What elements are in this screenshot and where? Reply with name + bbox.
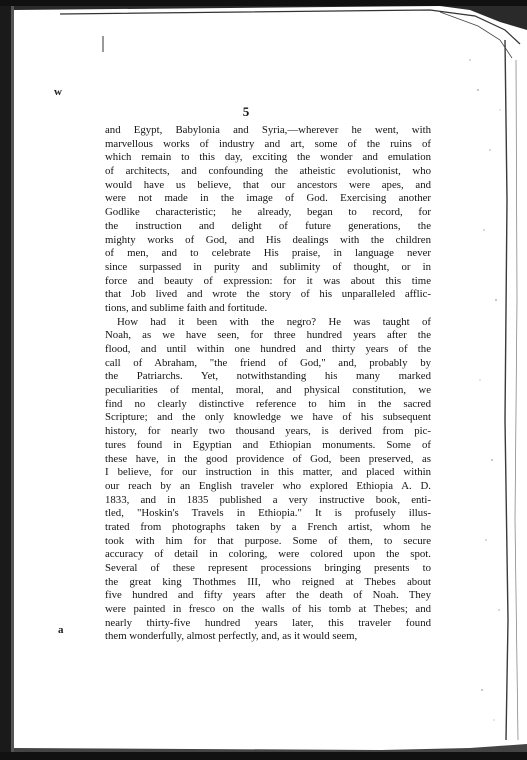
text-line: the instruction and delight of future generations, the: [105, 219, 431, 232]
text-line: marvellous works of industry and art, some of the ruins of: [105, 137, 431, 150]
paragraph: [105, 124, 431, 316]
text-line: and Egypt, Babylonia and Syria,—wherever he went, with: [105, 124, 431, 136]
text-line: of architects, and confounding the atheistic evolutionist, who: [105, 165, 431, 178]
text-line: nearly thirty-five hundred years later, this traveler found: [105, 616, 431, 629]
text-line: of men, and to celebrate His praise, in language never: [105, 247, 431, 260]
text-line: these have, in the good providence of God, been preserved, as: [105, 452, 431, 465]
text-line: which remain to this day, exciting the wonder and emulation: [105, 151, 431, 164]
text-line: How had it been with the negro? He was taught of: [117, 315, 431, 328]
text-line: took with him for that purpose. Some of them, to secure: [105, 534, 431, 547]
text-line: Godlike characteristic; he already, began to record, for: [105, 206, 431, 219]
text-line: tions, and sublime faith and fortitude.: [105, 301, 268, 314]
text-line: Scripture; and the only knowledge we have of his subsequent: [105, 411, 431, 424]
paragraph: [105, 316, 431, 645]
text-line: would have us believe, that our ancestors were apes, and: [105, 178, 431, 191]
text-line: accuracy of detail in coloring, were colored upon the spot.: [105, 548, 431, 561]
text-line: them wonderfully, almost perfectly, and, as it would seem,: [105, 630, 358, 643]
text-line: call of Abraham, "the friend of God," and, probably by: [105, 356, 431, 369]
text-line: trated from photographs taken by a French artist, whom he: [105, 520, 431, 533]
text-line: our reach by an English traveler who explored Ethiopia A. D.: [105, 479, 431, 492]
text-line: flood, and until within one hundred and thirty years of the: [105, 343, 431, 355]
body-text: [105, 124, 431, 644]
text-line: Noah, as we have seen, for three hundred years after the: [105, 329, 431, 342]
text-line: the Patriarchs. Yet, notwithstanding his many marked: [105, 370, 431, 383]
text-line: find no clearly distinctive reference to him in the sacred: [105, 397, 431, 410]
text-line: tled, "Hoskin's Travels in Ethiopia." It is profusely illus-: [105, 507, 431, 520]
text-line: mighty works of God, and His dealings with the children: [105, 233, 431, 246]
text-line: the great king Thothmes III, who reigned at Thebes about: [105, 575, 431, 588]
margin-mark-top: w: [54, 86, 62, 98]
text-line: history, for nearly two thousand years, is derived from pic-: [105, 425, 431, 438]
text-line: five hundred and fifty years after the death of Noah. They: [105, 589, 431, 602]
text-line: 1833, and in 1835 published a very instructive book, enti-: [105, 493, 431, 506]
text-line: were not made in the image of God. Exercising another: [105, 192, 431, 205]
text-line: that Job lived and wrote the story of his unparalleled afflic-: [105, 288, 431, 301]
text-line: Several of these represent processions bringing presents to: [105, 562, 431, 574]
text-line: force and beauty of expression: for it was about this time: [105, 274, 431, 287]
text-line: were painted in fresco on the walls of his tomb at Thebes; and: [105, 603, 431, 616]
text-line: peculiarities of mental, moral, and physical constitution, we: [105, 384, 431, 397]
page-number: 5: [242, 104, 250, 119]
text-line: I believe, for our instruction in this matter, and placed within: [105, 466, 431, 479]
margin-mark-bottom: a: [58, 624, 64, 636]
text-line: tures found in Egyptian and Ethiopian monuments. Some of: [105, 438, 431, 451]
text-line: since surpassed in purity and sublimity of thought, or in: [105, 260, 431, 273]
